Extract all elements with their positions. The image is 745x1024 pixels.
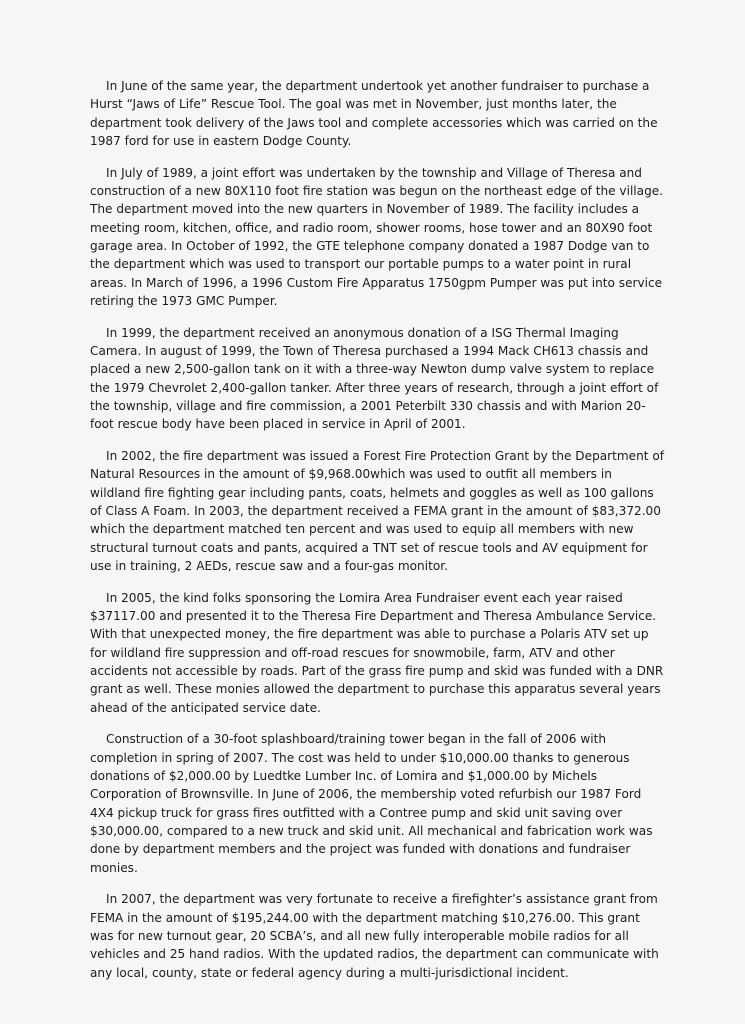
paragraph-fire-station-1989: In July of 1989, a joint effort was undertaken by the township and Village of Theresa and construction of a new 80X110 foot fire station was begun on the northeast edge of the village. The department moved into the new quarters in November of 1989. The facility includes a meeting room, kitchen, office, and radio room, shower rooms, hose tower and an 80X90 foot garage area. In October of 1992, the GTE telephone company donated a 1987 Dodge van to the department which was used to transport our portable pumps to a water point in rural areas. In March of 1996, a 1996 Custom Fire Apparatus 1750gpm Pumper was put into service retiring the 1973 GMC Pumper. [90,165,664,308]
paragraph-lomira-fundraiser-2005: In 2005, the kind folks sponsoring the Lomira Area Fundraiser event each year raised $37117.00 and presented it to the Theresa Fire Department and Theresa Ambulance Service. With that unexpected money, the fire department was able to purchase a Polaris ATV set up for wildland fire suppression and off-road rescues for snowmobile, farm, ATV and other accidents not accessible by roads. Part of the grass fire pump and skid was funded with a DNR grant as well. These monies allowed the department to purchase this apparatus several years ahead of the anticipated service date. [90,590,664,715]
paragraph-forest-fire-grant-2002: In 2002, the fire department was issued a Forest Fire Protection Grant by the Department of Natural Resources in the amount of $9,968.00which was used to outfit all members in wildland fire fighting gear including pants, coats, helmets and goggles as well as 100 gallons of Class A Foam. In 2003, the department received a FEMA grant in the amount of $83,372.00 which the department matched ten percent and was used to equip all members with new structural turnout coats and pants, acquired a TNT set of rescue tools and AV equipment for use in training, 2 AEDs, rescue saw and a four-gas monitor. [90,449,664,573]
paragraph-thermal-camera-1999: In 1999, the department received an anonymous donation of a ISG Thermal Imaging Camera. In august of 1999, the Town of Theresa purchased a 1994 Mack CH613 chassis and placed a new 2,500-gallon tank on it with a three-way Newton dump valve system to replace the 1979 Chevrolet 2,400-gallon tanker. After three years of research, through a joint effort of the township, village and fire commission, a 2001 Peterbilt 330 chassis and with Marion 20-foot rescue body have been placed in service in April of 2001. [90,325,659,432]
paragraph-training-tower-2006: Construction of a 30-foot splashboard/training tower began in the fall of 2006 with completion in spring of 2007. The cost was held to under $10,000.00 thanks to generous donations of $2,000.00 by Luedtke Lumber Inc. of Lomira and $1,000.00 by Michels Corporation of Brownsville. In June of 2006, the membership voted refurbish our 1987 Ford 4X4 pickup truck for grass fires outfitted with a Contree pump and skid unit saving over $30,000.00, compared to a new truck and skid unit. All mechanical and fabrication work was done by department members and the project was funded with donations and fundraiser monies. [90,732,653,875]
paragraph-jaws-of-life: In June of the same year, the department undertook yet another fundraiser to purchase a Hurst “Jaws of Life” Rescue Tool. The goal was met in November, just months later, the department took delivery of the Jaws tool and complete accessories which was carried on the 1987 ford for use in eastern Dodge County. [90,79,658,148]
document-body [90,77,665,996]
paragraph-fema-grant-2007: In 2007, the department was very fortunate to receive a firefighter’s assistance grant from FEMA in the amount of $195,244.00 with the department matching $10,276.00. This grant was for new turnout gear, 20 SCBA’s, and all new fully interoperable mobile radios for all vehicles and 25 hand radios. With the updated radios, the department can communicate with any local, county, state or federal agency during a multi-jurisdictional incident. [90,892,659,980]
